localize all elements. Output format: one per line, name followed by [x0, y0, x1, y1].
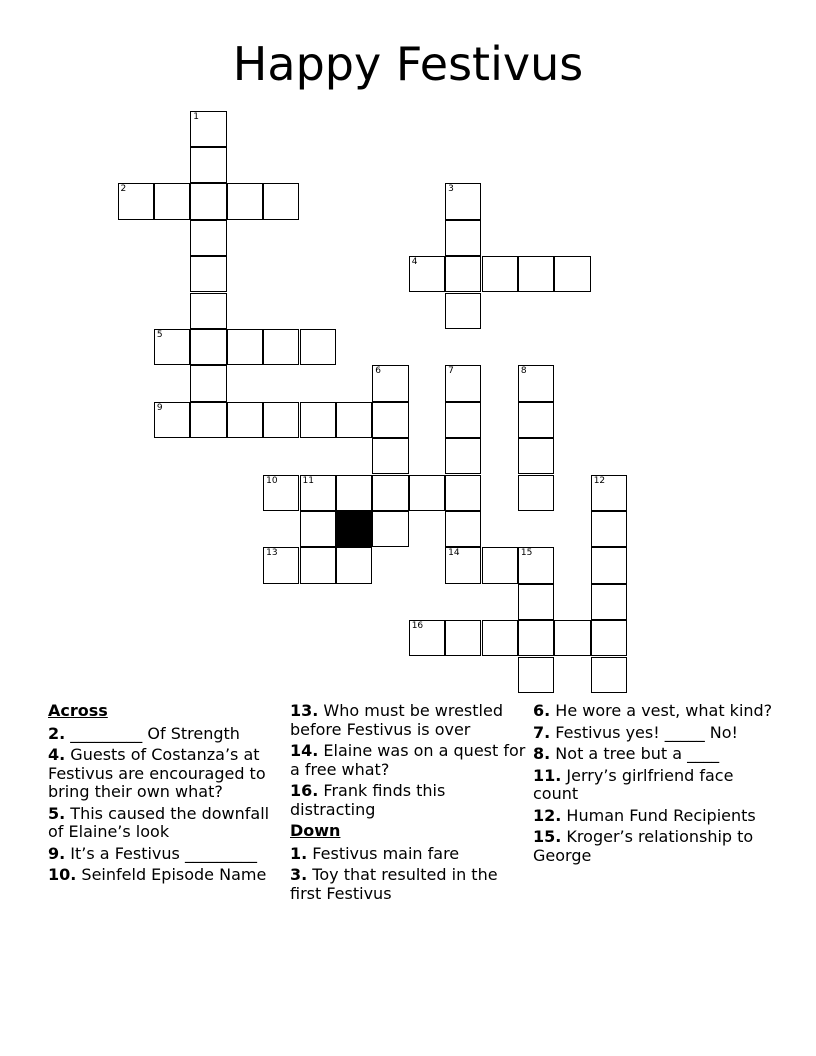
crossword-cell[interactable]: [445, 365, 481, 401]
crossword-cell[interactable]: [482, 547, 518, 583]
crossword-cell[interactable]: [154, 183, 190, 219]
down-heading: Down: [290, 821, 341, 840]
clue-across-4: 4. Guests of Costanza’s at Festivus are encouraged to bring their own what?: [48, 745, 266, 801]
crossword-cell[interactable]: [263, 402, 299, 438]
crossword-cell[interactable]: [445, 620, 481, 656]
cell-number: 8: [520, 366, 527, 377]
cell-number: 16: [411, 621, 424, 632]
clue-down-8: 8. Not a tree but a ____: [533, 744, 720, 763]
down-clues-column: [533, 702, 773, 868]
clue-across-2: 2. _________ Of Strength: [48, 723, 240, 743]
crossword-cell[interactable]: [409, 620, 445, 656]
crossword-cell[interactable]: [300, 329, 336, 365]
clue-down-3: 3. Toy that resulted in the first Festivus: [290, 865, 498, 903]
cell-number: 13: [266, 548, 278, 559]
clue-down-15: 15. Kroger’s relationship to George: [533, 827, 754, 865]
crossword-cell[interactable]: [263, 329, 299, 365]
crossword-cell[interactable]: [263, 475, 299, 511]
crossword-cell[interactable]: [518, 438, 554, 474]
crossword-cell[interactable]: [300, 402, 336, 438]
crossword-cell[interactable]: [300, 475, 336, 511]
crossword-cell[interactable]: [445, 183, 481, 219]
mixed-clues-column: [290, 702, 526, 906]
cell-number: 6: [375, 366, 382, 377]
crossword-cell[interactable]: [227, 402, 263, 438]
clue-across-9: 9. It’s a Festivus _________: [48, 843, 257, 863]
crossword-cell[interactable]: [190, 147, 226, 183]
crossword-cell[interactable]: [445, 256, 481, 292]
cell-number: 3: [448, 184, 454, 195]
crossword-cell[interactable]: [591, 584, 627, 620]
crossword-cell[interactable]: [445, 475, 481, 511]
crossword-cell[interactable]: [591, 511, 627, 547]
crossword-cell[interactable]: [409, 475, 445, 511]
crossword-cell[interactable]: [518, 256, 554, 292]
crossword-cell[interactable]: [190, 293, 226, 329]
crossword-cell[interactable]: [445, 293, 481, 329]
crossword-cell[interactable]: [190, 402, 226, 438]
crossword-cell[interactable]: [518, 584, 554, 620]
cell-number: 4: [411, 257, 418, 268]
crossword-cell[interactable]: [300, 511, 336, 547]
crossword-cell[interactable]: [591, 547, 627, 583]
crossword-cell[interactable]: [336, 547, 372, 583]
clue-down-7: 7. Festivus yes! _____ No!: [533, 722, 738, 742]
crossword-cell[interactable]: [190, 365, 226, 401]
clue-across-5: 5. This caused the downfall of Elaine’s look: [48, 803, 270, 841]
crossword-cell[interactable]: [336, 475, 372, 511]
black-square: [336, 511, 372, 547]
crossword-cell[interactable]: [190, 256, 226, 292]
crossword-cell[interactable]: [591, 620, 627, 656]
crossword-cell[interactable]: [190, 220, 226, 256]
crossword-cell[interactable]: [518, 620, 554, 656]
crossword-cell[interactable]: [227, 329, 263, 365]
crossword-cell[interactable]: [591, 475, 627, 511]
crossword-cell[interactable]: [445, 220, 481, 256]
crossword-cell[interactable]: [154, 329, 190, 365]
clue-across-16: 16. Frank finds this distracting: [290, 781, 446, 819]
crossword-cell[interactable]: [445, 547, 481, 583]
crossword-cell[interactable]: [554, 256, 590, 292]
across-clues-column: [48, 702, 286, 888]
crossword-cell[interactable]: [227, 183, 263, 219]
crossword-cell[interactable]: [190, 329, 226, 365]
across-heading: Across: [48, 701, 108, 720]
cell-number: 5: [156, 329, 163, 340]
crossword-cell[interactable]: [118, 183, 154, 219]
clue-down-1: 1. Festivus main fare: [290, 843, 460, 863]
cell-number: 7: [448, 366, 454, 377]
crossword-cell[interactable]: [518, 547, 554, 583]
crossword-cell[interactable]: [482, 256, 518, 292]
page-title: Happy Festivus: [232, 37, 584, 91]
crossword-cell[interactable]: [336, 402, 372, 438]
crossword-cell[interactable]: [263, 183, 299, 219]
crossword-cell[interactable]: [554, 620, 590, 656]
crossword-cell[interactable]: [263, 547, 299, 583]
cell-number: 15: [520, 548, 533, 559]
clue-across-13: 13. Who must be wrestled before Festivus is over: [290, 701, 503, 739]
cell-number: 10: [266, 475, 278, 486]
cell-number: 2: [120, 184, 127, 195]
cell-number: 1: [193, 111, 200, 122]
crossword-cell[interactable]: [518, 475, 554, 511]
crossword-cell[interactable]: [445, 438, 481, 474]
crossword-cell[interactable]: [445, 402, 481, 438]
clue-down-12: 12. Human Fund Recipients: [533, 805, 756, 825]
cell-number: 11: [302, 475, 314, 486]
crossword-cell[interactable]: [482, 620, 518, 656]
cell-number: 12: [593, 475, 606, 486]
crossword-cell[interactable]: [372, 365, 408, 401]
crossword-cell[interactable]: [591, 657, 627, 693]
cell-number: 14: [448, 548, 460, 559]
crossword-cell[interactable]: [409, 256, 445, 292]
clue-down-11: 11. Jerry’s girlfriend face count: [533, 765, 734, 803]
crossword-cell[interactable]: [154, 402, 190, 438]
crossword-cell[interactable]: [190, 183, 226, 219]
crossword-cell[interactable]: [372, 511, 408, 547]
crossword-cell[interactable]: [372, 475, 408, 511]
crossword-cell[interactable]: [445, 511, 481, 547]
clue-down-6: 6. He wore a vest, what kind?: [533, 701, 773, 720]
clue-across-14: 14. Elaine was on a quest for a free what?: [290, 741, 526, 779]
crossword-cell[interactable]: [190, 111, 226, 147]
crossword-cell[interactable]: [372, 438, 408, 474]
crossword-cell[interactable]: [300, 547, 336, 583]
crossword-cell[interactable]: [518, 402, 554, 438]
clue-across-10: 10. Seinfeld Episode Name: [48, 865, 267, 884]
crossword-cell[interactable]: [372, 402, 408, 438]
crossword-cell[interactable]: [518, 657, 554, 693]
cell-number: 9: [156, 402, 163, 413]
crossword-cell[interactable]: [518, 365, 554, 401]
